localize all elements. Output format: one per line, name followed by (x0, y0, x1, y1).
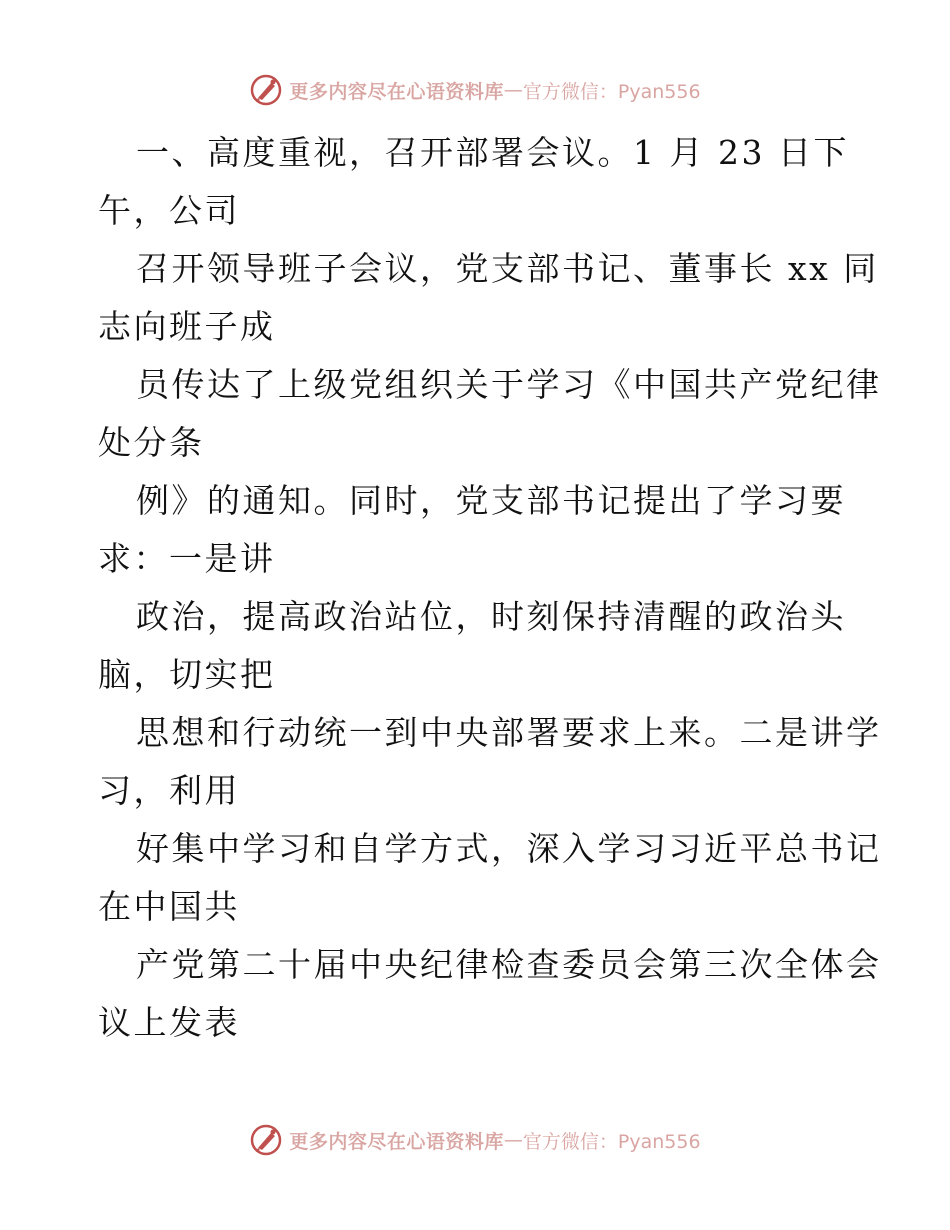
paragraph-line: 午，公司 (98, 191, 240, 230)
banner-brand: 更多内容尽在心语资料库 (289, 1130, 504, 1153)
paragraph-line: 求：一是讲 (98, 539, 276, 578)
banner-wechat: 官方微信：Pyan556 (522, 1130, 701, 1153)
paragraph-line: 脑，切实把 (98, 655, 276, 694)
pen-logo-icon (249, 73, 283, 107)
paragraph-line: 处分条 (98, 423, 205, 462)
paragraph-line: 议上发表 (98, 1003, 240, 1042)
paragraph-6 (98, 704, 882, 820)
paragraph-line: 例》的通知。同时，党支部书记提出了学习要 (136, 481, 846, 520)
document-body (98, 124, 882, 1052)
paragraph-line: 好集中学习和自学方式，深入学习习近平总书记 (136, 829, 882, 868)
footer-banner (0, 1120, 950, 1160)
paragraph-line: 产党第二十届中央纪律检查委员会第三次全体会 (136, 945, 882, 984)
paragraph-2 (98, 240, 879, 356)
paragraph-line: 在中国共 (98, 887, 240, 926)
paragraph-line: 员传达了上级党组织关于学习《中国共产党纪律 (136, 365, 882, 404)
paragraph-3 (98, 356, 882, 472)
header-banner (0, 70, 950, 110)
paragraph-7 (98, 820, 882, 936)
banner-separator: — (503, 1129, 523, 1151)
banner-wechat: 官方微信：Pyan556 (522, 80, 701, 103)
paragraph-line: 政治，提高政治站位，时刻保持清醒的政治头 (136, 597, 846, 636)
paragraph-5 (98, 588, 858, 704)
paragraph-1 (98, 124, 858, 240)
banner-separator: — (503, 79, 523, 101)
paragraph-line: 召开领导班子会议，党支部书记、董事长 xx 同 (136, 249, 879, 288)
paragraph-line: 思想和行动统一到中央部署要求上来。二是讲学 (136, 713, 882, 752)
banner-brand: 更多内容尽在心语资料库 (289, 80, 504, 103)
paragraph-4 (98, 472, 858, 588)
pen-logo-icon (249, 1123, 283, 1157)
paragraph-line: 志向班子成 (98, 307, 276, 346)
paragraph-line: 习，利用 (98, 771, 240, 810)
paragraph-line: 一、高度重视，召开部署会议。1 月 23 日下 (136, 133, 849, 172)
paragraph-8 (98, 936, 882, 1052)
